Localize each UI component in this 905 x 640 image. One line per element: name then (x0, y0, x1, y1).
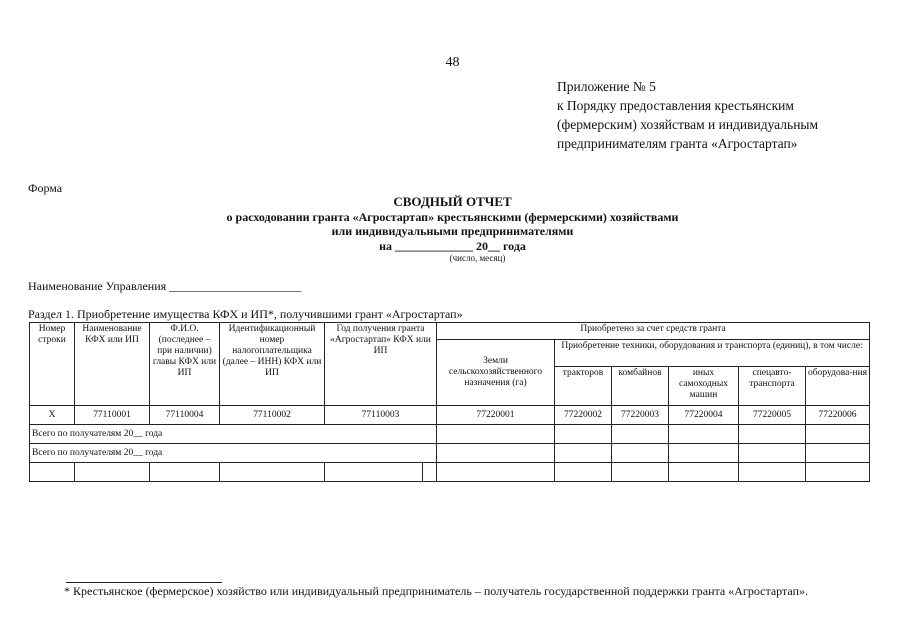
code-cell: 77110004 (150, 406, 220, 425)
appendix-line: предпринимателям гранта «Агростартап» (557, 136, 798, 151)
footnote: * Крестьянское (фермерское) хозяйство или индивидуальный предприниматель – получатель государственной поддержки гранта «Агростартап». (64, 584, 808, 598)
code-cell: 77110002 (220, 406, 325, 425)
code-cell: 77220004 (669, 406, 739, 425)
appendix-line: (фермерским) хозяйствам и индивидуальным (557, 117, 819, 132)
code-cell: 77220005 (739, 406, 806, 425)
report-title (0, 195, 905, 264)
table-cell (437, 463, 555, 482)
header-land: Земли сельскохозяйственного назначения (га) (437, 340, 555, 406)
appendix-line: Приложение № 5 (557, 79, 656, 94)
table-cell (612, 425, 669, 444)
code-cell: 77220003 (612, 406, 669, 425)
table-cell (555, 425, 612, 444)
header-inn: Идентификационный номер налогоплательщика (далее – ИНН) КФХ или ИП (220, 323, 325, 406)
header-special-transport: спецавто-транспорта (739, 367, 806, 406)
table-cell (739, 463, 806, 482)
table-cell (220, 463, 325, 482)
form-label: Форма (28, 181, 63, 195)
header-self-propelled: иных самоходных машин (669, 367, 739, 406)
header-equipment-items: оборудова-ния (806, 367, 870, 406)
table-cell (669, 444, 739, 463)
table-cell (437, 444, 555, 463)
report-table (29, 322, 870, 482)
table-cell (555, 463, 612, 482)
table-cell (669, 463, 739, 482)
code-cell: 77220002 (555, 406, 612, 425)
header-row-number: Номер строки (30, 323, 75, 406)
table-cell (806, 463, 870, 482)
header-equipment: Приобретение техники, оборудования и транспорта (единиц), в том числе: (555, 340, 870, 367)
code-cell: X (30, 406, 75, 425)
header-combines: комбайнов (612, 367, 669, 406)
section-title: Раздел 1. Приобретение имущества КФХ и ИП*, получившими грант «Агростартап» (28, 307, 463, 321)
department-line: Наименование Управления ______________________ (28, 279, 302, 293)
table-cell (75, 463, 150, 482)
table-cell (669, 425, 739, 444)
table-cell (30, 463, 75, 482)
total-row-label: Всего по получателям 20__ года (30, 425, 437, 444)
title-line: СВОДНЫЙ ОТЧЕТ (393, 194, 512, 209)
table-cell (150, 463, 220, 482)
code-cell: 77220001 (437, 406, 555, 425)
table-cell (437, 425, 555, 444)
table-cell (806, 444, 870, 463)
code-cell: 77220006 (806, 406, 870, 425)
appendix-line: к Порядку предоставления крестьянским (557, 98, 794, 113)
header-grant-year: Год получения гранта «Агростартап» КФХ или ИП (325, 323, 437, 406)
code-cell: 77110001 (75, 406, 150, 425)
table-cell (423, 463, 437, 482)
code-cell: 77110003 (325, 406, 437, 425)
table-cell (612, 463, 669, 482)
total-row-label: Всего по получателям 20__ года (30, 444, 437, 463)
title-line: о расходовании гранта «Агростартап» крестьянскими (фермерскими) хозяйствами (226, 209, 679, 224)
appendix-block (557, 77, 818, 153)
header-fio: Ф.И.О. (последнее – при наличии) главы КФХ или ИП (150, 323, 220, 406)
table-cell (555, 444, 612, 463)
table-cell (739, 444, 806, 463)
page-number: 48 (445, 55, 460, 70)
title-date-hint: (число, месяц) (449, 253, 506, 263)
title-line: или индивидуальными предпринимателями (331, 224, 574, 238)
table-cell (612, 444, 669, 463)
footnote-divider (66, 582, 222, 583)
table-cell (739, 425, 806, 444)
table-cell (325, 463, 423, 482)
table-cell (806, 425, 870, 444)
header-acquired: Приобретено за счет средств гранта (437, 323, 870, 340)
header-name: Наименование КФХ или ИП (75, 323, 150, 406)
header-tractors: тракторов (555, 367, 612, 406)
title-date-line: на _____________ 20__ года (379, 238, 526, 253)
